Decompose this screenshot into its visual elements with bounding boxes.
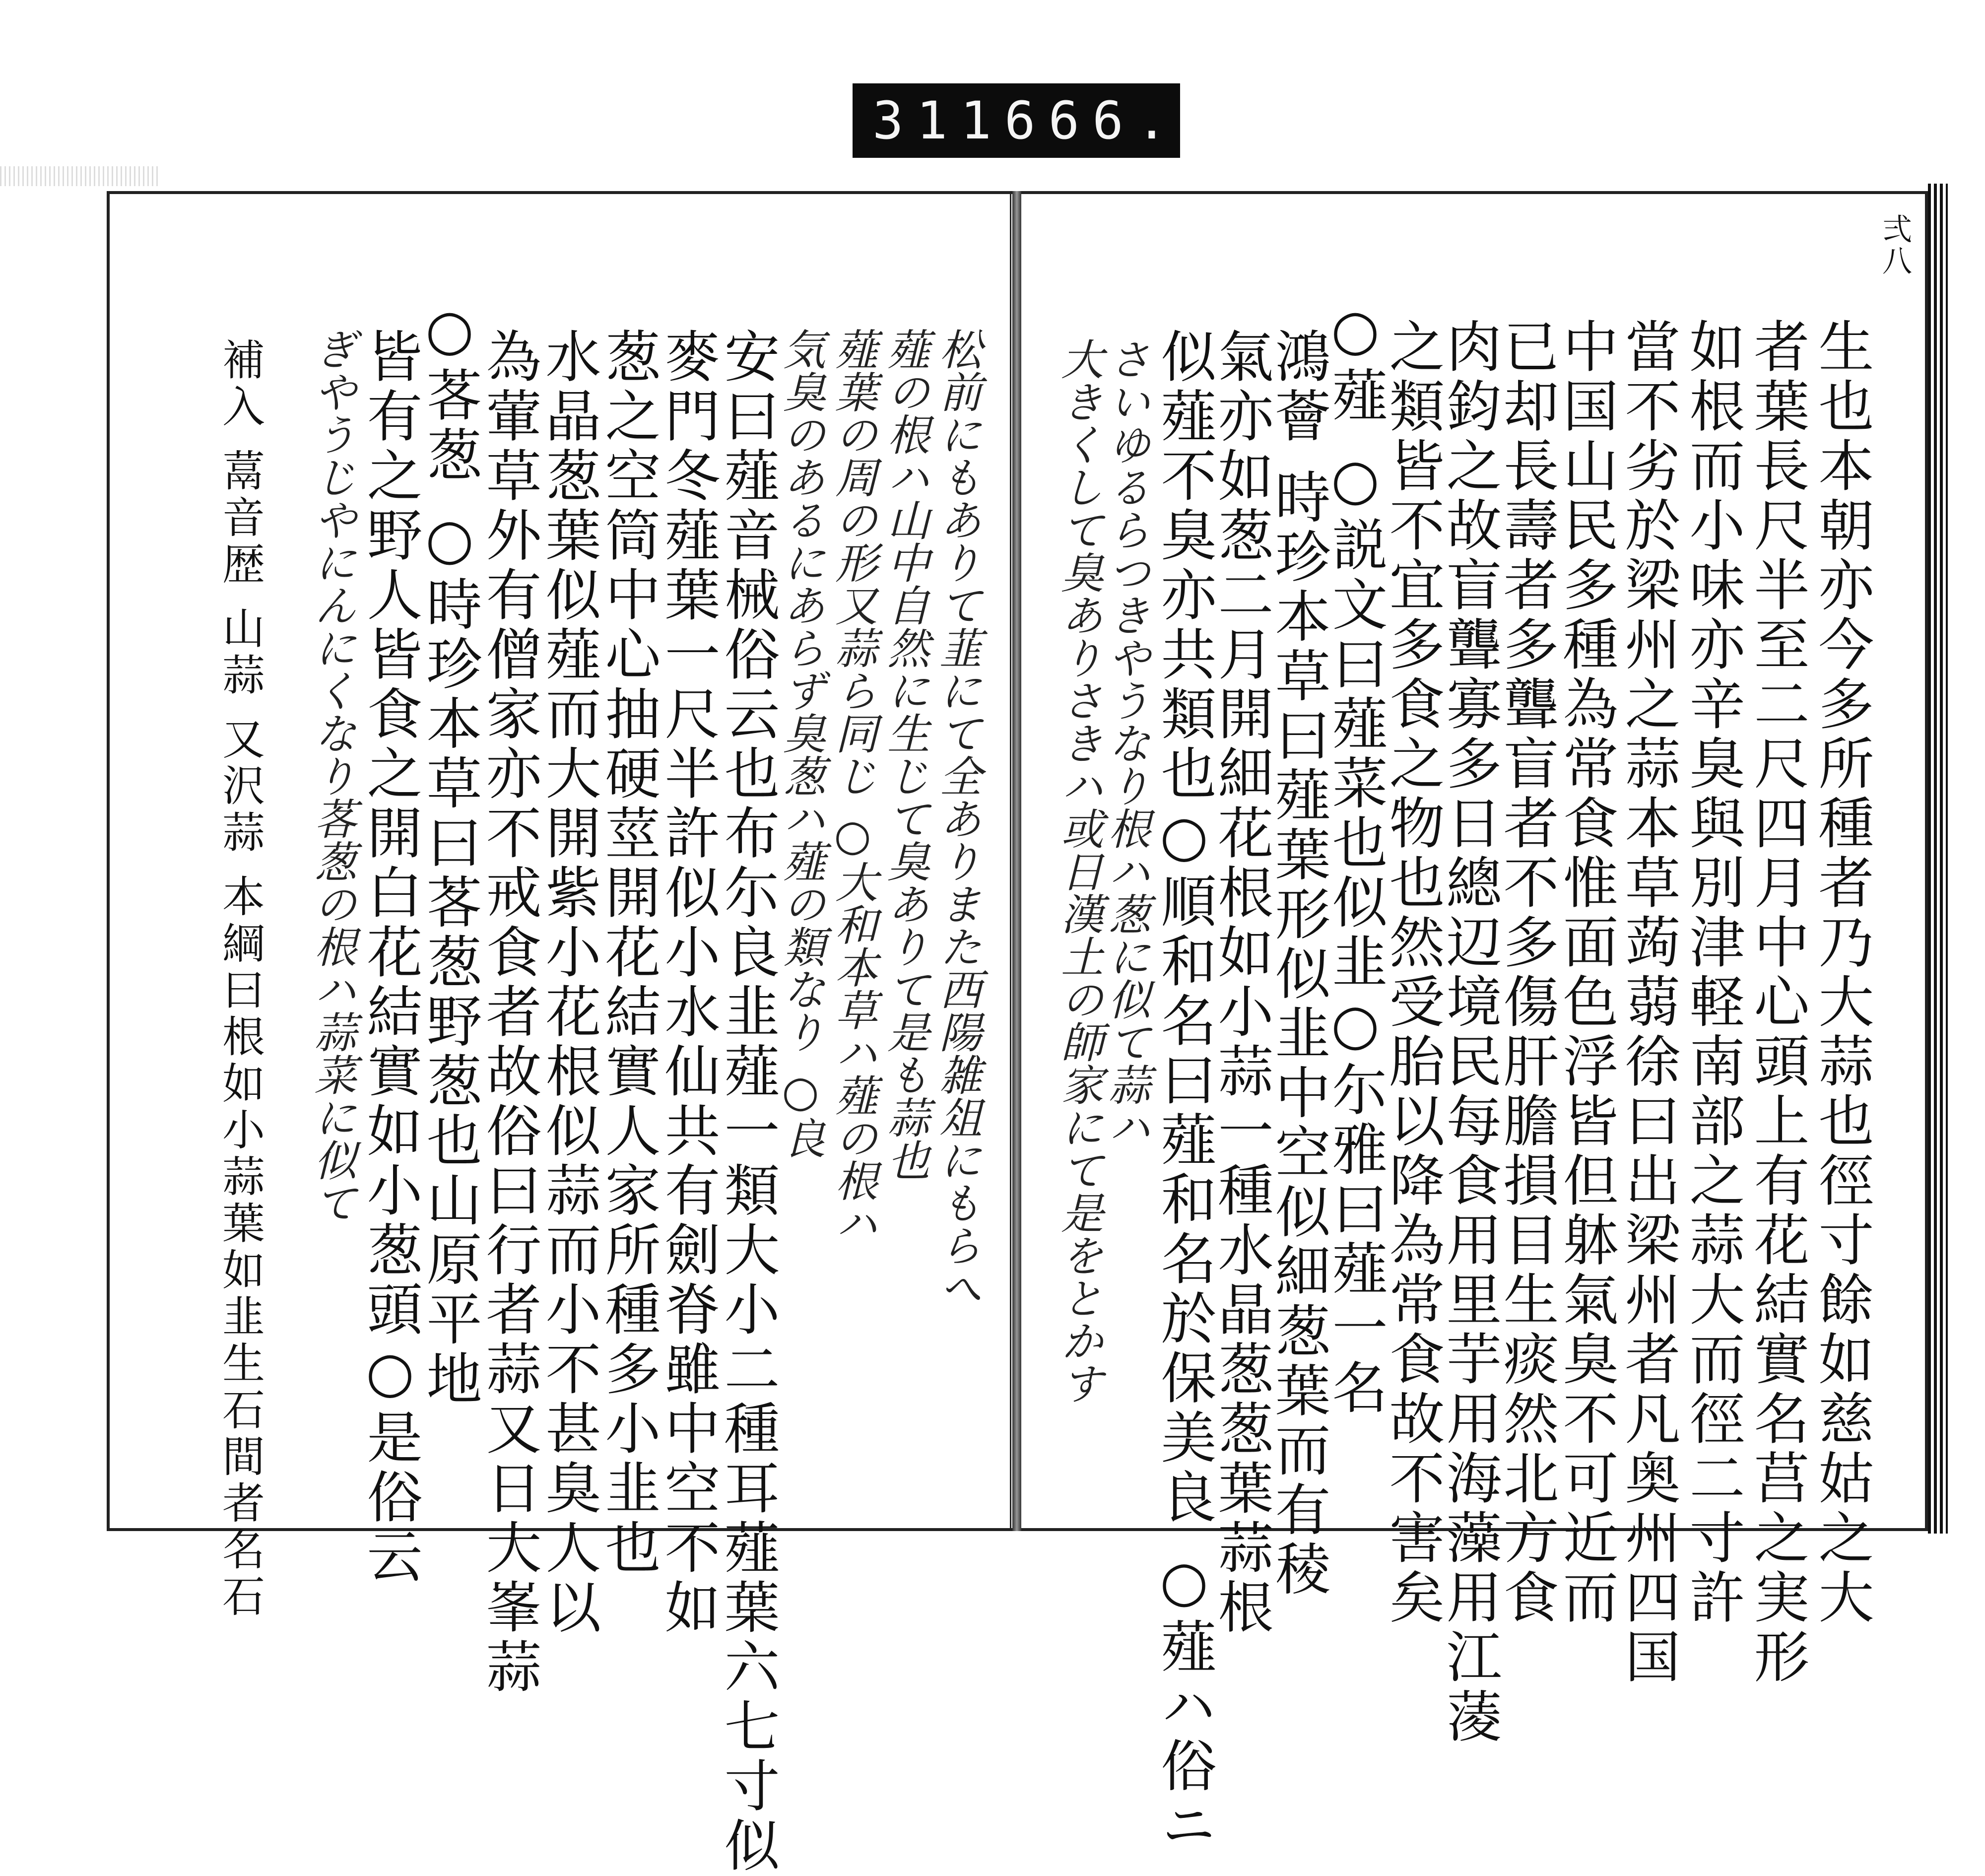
text-column: 氣亦如葱二月開細花根如小蒜一種水晶葱葱葉蒜根 <box>1209 328 1273 1638</box>
cursive-column: 大きくして臭ありさきハ或日漢土の師家にて是をとかす <box>1054 337 1103 1405</box>
cursive-column: 薤葉の周の形又蒜ら同じ ○大和本草ハ薤の根ハ <box>828 328 877 1245</box>
label-left-number: 311 <box>872 90 1004 151</box>
text-column: 水晶葱葉似薤而大開紫小花根似蒜而小不甚臭人以 <box>536 328 601 1638</box>
cursive-column: ぎやうじやにんにくなり茖葱の根ハ蒜菜に似て <box>307 328 356 1224</box>
cursive-column: さいゆるらつきやうなり根ハ葱に似て蒜ハ <box>1101 337 1150 1148</box>
text-column: 皆有之野人皆食之開白花結實如小葱頭○是俗云 <box>358 328 422 1587</box>
text-column: 葱之空筒中心抽硬莖開花結實人家所種多小韭也 <box>596 328 661 1578</box>
text-column: 中国山民多種為常食惟面色浮皆但躰氣臭不可近而 <box>1554 318 1618 1628</box>
scan-noise <box>0 166 159 186</box>
text-column: 者葉長尺半至二尺四月中心頭上有花結實名莒之実形 <box>1745 318 1809 1687</box>
text-column: 補入 蒚音歴 山蒜 又沢蒜 本綱曰根如小蒜葉如韭生石間者名石 <box>215 337 265 1621</box>
text-column: 鴻薈 時珍本草曰薤葉形似韭中空似細葱葉而有稜 <box>1266 328 1330 1600</box>
text-column: 安曰薤音械俗云也布尓良韭薤一類大小二種耳薤葉六七寸似 <box>715 328 780 1876</box>
text-column: 肉鈞之故盲聾寡多日總辺境民每食用里芋用海藻用江蓤 <box>1437 318 1502 1747</box>
text-column: 之類皆不宜多食之物也然受胎以降為常食故不害矣 <box>1380 318 1445 1628</box>
cursive-column: 薤の根ハ山中自然に生じて臭ありて是も蒜也 <box>880 328 929 1181</box>
text-column: 生也本朝亦今多所種者乃大蒜也徑寸餘如慈姑之大 <box>1809 318 1874 1628</box>
text-column: 當不劣於梁州之蒜本草蒟蒻徐曰出梁州者凡奥州四国 <box>1616 318 1680 1687</box>
cursive-column: 気臭のあるにあらず臭葱ハ薤の類なり ○良 <box>776 328 825 1159</box>
text-column: 似薤不臭亦共類也○順和名曰薤和名於保美良 ○薤ハ俗ニ <box>1152 328 1216 1856</box>
heading-column: ○茖葱 ○時珍本草曰茖葱野葱也山原平地 <box>417 298 482 1409</box>
label-right-number: 666. <box>1004 90 1181 151</box>
page-edge <box>1928 184 1948 1534</box>
text-column: 為葷草外有僧家亦不戒食者故俗曰行者蒜又日大峯蒜 <box>477 328 541 1697</box>
cursive-column: 松前にもありて韮にて全ありまた西陽雑俎にもらへ <box>932 328 982 1309</box>
text-column: 麥門冬薤葉一尺半許似小水仙共有劍脊雖中空不如 <box>656 328 720 1638</box>
text-column: 如根而小味亦辛臭與別津軽南部之蒜大而徑二寸許 <box>1680 318 1745 1628</box>
archive-label-plate <box>853 83 1180 158</box>
heading-column: ○薤 ○説文曰薤菜也似韭○尓雅曰薤一名 <box>1323 298 1388 1418</box>
book-spine <box>1012 191 1021 1531</box>
text-column: 已却長壽者多聾盲者不多傷肝膽損目生痰然北方食 <box>1494 318 1559 1628</box>
page-number: 弍八 <box>1877 213 1912 277</box>
